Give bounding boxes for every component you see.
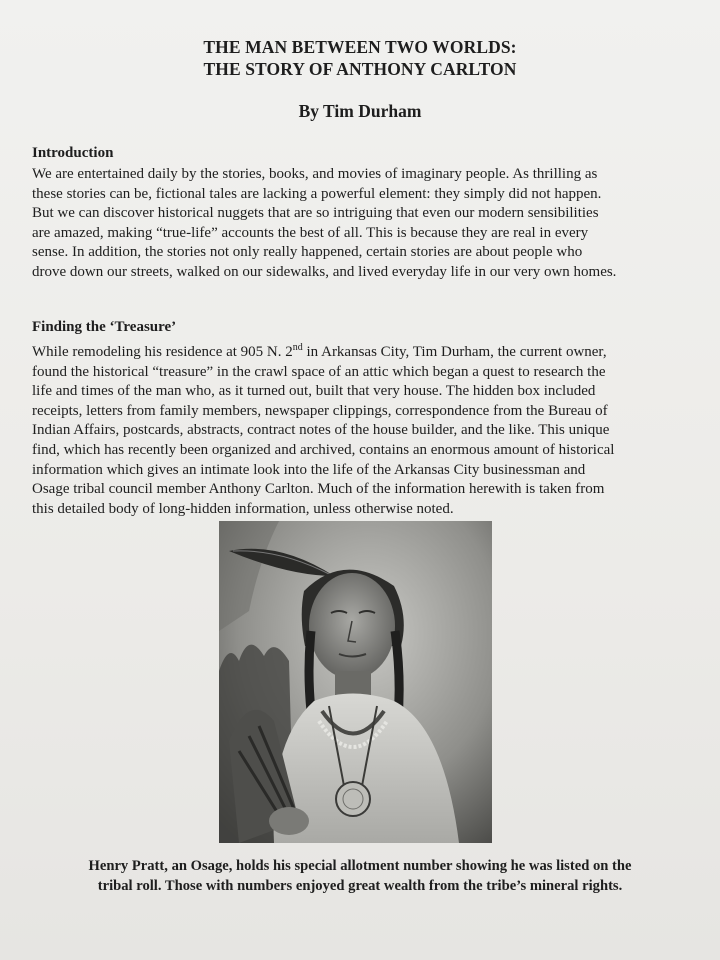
text-line: drove down our streets, walked on our sidewalks, and lived everyday life in our very own homes. — [32, 263, 617, 280]
photo-caption — [0, 856, 720, 896]
title-line-1: THE MAN BETWEEN TWO WORLDS: — [203, 37, 517, 57]
section-heading-introduction: Introduction — [32, 145, 114, 161]
text-line: found the historical “treasure” in the crawl space of an attic which began a quest to research the — [32, 363, 606, 380]
portrait-photo — [219, 521, 492, 843]
text-line: are amazed, making “true-life” accounts the best of all. This is because they are real in every — [32, 224, 589, 241]
text-line: life and times of the man who, as it turned out, built that very house. The hidden box included — [32, 383, 596, 400]
paragraph-finding-treasure — [32, 343, 692, 519]
text-segment: While remodeling his residence at 905 N. 2 — [32, 344, 293, 360]
text-line: this detailed body of long-hidden information, unless otherwise noted. — [32, 500, 454, 517]
title-line-2: THE STORY OF ANTHONY CARLTON — [203, 59, 517, 79]
text-segment: in Arkansas City, Tim Durham, the current owner, — [302, 344, 607, 360]
text-line: Osage tribal council member Anthony Carlton. Much of the information herewith is taken from — [32, 481, 605, 498]
text-line — [32, 343, 692, 363]
text-line: We are entertained daily by the stories, books, and movies of imaginary people. As thrilling as — [32, 166, 598, 182]
ordinal-suffix: nd — [292, 342, 303, 353]
caption-line-1: Henry Pratt, an Osage, holds his special allotment number showing he was listed on the — [88, 858, 632, 874]
caption-line-2: tribal roll. Those with numbers enjoyed great wealth from the tribe’s mineral rights. — [97, 878, 623, 894]
article-title — [0, 36, 720, 80]
text-line: information which gives an intimate look into the life of the Arkansas City businessman and — [32, 461, 586, 478]
text-line: Indian Affairs, postcards, abstracts, contract notes of the house builder, and the like. This unique — [32, 422, 610, 439]
text-line: But we can discover historical nuggets that are so intriguing that even our modern sensibilities — [32, 205, 599, 222]
byline: By Tim Durham — [298, 101, 422, 121]
section-heading-finding-treasure: Finding the ‘Treasure’ — [32, 319, 177, 335]
paragraph-introduction — [32, 165, 692, 283]
text-line: find, which has recently been organized and archived, contains an enormous amount of historical — [32, 441, 615, 458]
text-line: receipts, letters from family members, newspaper clippings, correspondence from the Bureau of — [32, 402, 608, 419]
text-line: these stories can be, fictional tales are lacking a powerful element: they simply did not happen. — [32, 185, 602, 202]
text-line: sense. In addition, the stories not only really happened, certain stories are about people who — [32, 244, 583, 261]
portrait-illustration — [219, 521, 492, 843]
